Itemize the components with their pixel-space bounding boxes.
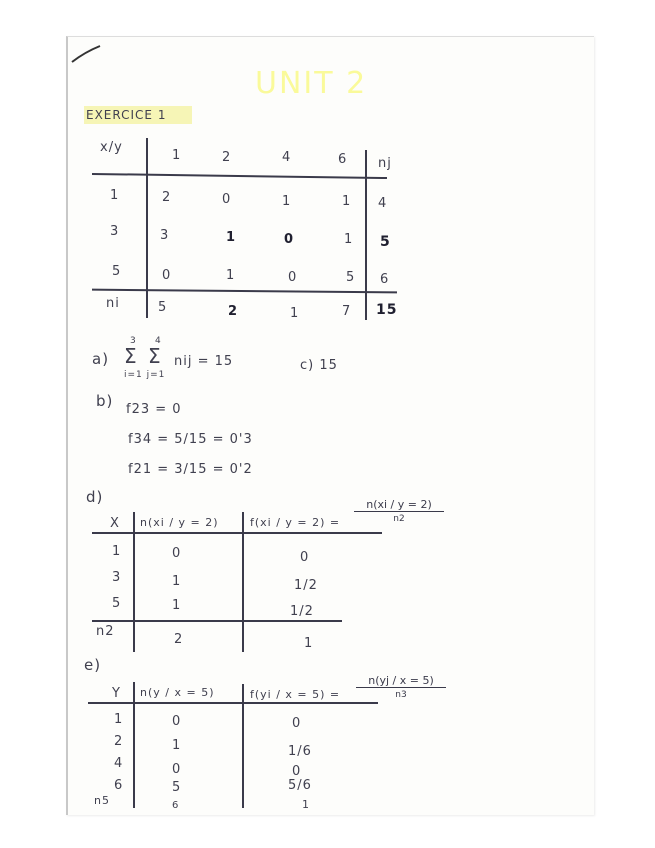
- ni-value: 2: [228, 304, 239, 319]
- table-cell: 1: [172, 574, 182, 589]
- table-cell: 0: [288, 270, 298, 285]
- table-cell: 4: [114, 756, 124, 771]
- table-cell: 5: [172, 780, 182, 795]
- table-cell: 5: [112, 596, 122, 611]
- ni-value: 5: [158, 300, 168, 315]
- part-d-label: d): [86, 488, 104, 506]
- table-cell: 0: [172, 714, 182, 729]
- table-vertical-rule: [133, 682, 135, 808]
- table-cell: 1: [302, 798, 310, 811]
- part-a-label: a): [92, 350, 110, 368]
- table-cell: 5: [346, 270, 356, 285]
- table-cell: 1: [172, 738, 182, 753]
- column-header: 2: [222, 150, 232, 165]
- table-cell: 1: [112, 544, 122, 559]
- column-header: n(xi / y = 2): [140, 516, 219, 529]
- nj-value: 4: [378, 196, 388, 211]
- table-cell: 0: [162, 268, 172, 283]
- row-label: 5: [112, 264, 122, 279]
- nj-value: 6: [380, 272, 390, 287]
- sum-lower-bound: i=1 j=1: [124, 370, 166, 380]
- column-header: n(y / x = 5): [140, 686, 215, 699]
- table-cell: 1: [226, 230, 237, 245]
- column-header: 6: [338, 152, 348, 167]
- sum-upper-bound: 3: [130, 336, 137, 346]
- fraction-denominator: n3: [395, 690, 407, 700]
- nj-value: 5: [380, 234, 391, 250]
- column-header: Y: [112, 686, 121, 701]
- table-cell: n2: [96, 624, 115, 639]
- ni-label: ni: [106, 296, 120, 311]
- table-cell: 6: [172, 800, 180, 811]
- table-cell: 2: [162, 190, 172, 205]
- table-cell: 1/2: [290, 604, 314, 619]
- row-label: 1: [110, 188, 120, 203]
- part-e-label: e): [84, 656, 102, 674]
- part-b-label: b): [96, 392, 114, 410]
- part-b-line: f23 = 0: [126, 402, 182, 417]
- table-cell: 5/6: [288, 778, 312, 793]
- ni-value: 7: [342, 304, 352, 319]
- table-cell: 1: [114, 712, 124, 727]
- table-corner-label: x/y: [100, 140, 123, 155]
- ni-value: 1: [290, 306, 300, 321]
- table-cell: 2: [174, 632, 184, 647]
- table-horizontal-rule: [92, 532, 382, 534]
- table-cell: 0: [300, 550, 310, 565]
- nj-header: nj: [378, 156, 392, 171]
- exercise-heading: EXERCICE 1: [86, 108, 167, 122]
- column-header: 1: [172, 148, 182, 163]
- row-label: 3: [110, 224, 120, 239]
- table-cell: 1: [342, 194, 352, 209]
- table-cell: 0: [222, 192, 232, 207]
- table-cell: 1: [172, 598, 182, 613]
- column-header: f(xi / y = 2) =: [250, 516, 341, 529]
- table-cell: 1: [226, 268, 236, 283]
- part-a-expression: nij = 15: [174, 354, 234, 369]
- table-cell: 3: [160, 228, 170, 243]
- part-b-line: f21 = 3/15 = 0'2: [128, 462, 253, 477]
- table-vertical-rule: [365, 150, 367, 320]
- table-cell: 1/2: [294, 578, 318, 593]
- column-header: X: [110, 516, 120, 531]
- table-cell: 0: [292, 716, 302, 731]
- column-header: 4: [282, 150, 292, 165]
- table-cell: 0: [172, 762, 182, 777]
- grand-total: 15: [376, 302, 398, 318]
- sum-upper-bound: 4: [155, 336, 162, 346]
- table-cell: 0: [284, 232, 295, 247]
- table-horizontal-rule: [92, 620, 342, 622]
- table-cell: 1: [304, 636, 314, 651]
- part-c-answer: c) 15: [300, 358, 338, 373]
- table-vertical-rule: [146, 138, 148, 318]
- part-b-line: f34 = 5/15 = 0'3: [128, 432, 253, 447]
- page-title: UNIT 2: [255, 66, 368, 101]
- table-horizontal-rule: [88, 702, 378, 704]
- table-cell: 6: [114, 778, 124, 793]
- column-header: f(yi / x = 5) =: [250, 688, 341, 701]
- table-cell: 0: [172, 546, 182, 561]
- table-cell: 1: [344, 232, 354, 247]
- fraction-numerator: n(xi / y = 2): [354, 498, 444, 512]
- table-cell: 1: [282, 194, 292, 209]
- sigma-symbol: Σ: [148, 344, 162, 368]
- table-cell: 3: [112, 570, 122, 585]
- table-cell: 0: [292, 764, 302, 779]
- sigma-symbol: Σ: [124, 344, 138, 368]
- table-cell: 1/6: [288, 744, 312, 759]
- table-cell: n5: [94, 794, 110, 807]
- fraction-numerator: n(yj / x = 5): [356, 674, 446, 688]
- table-cell: 2: [114, 734, 124, 749]
- fraction-denominator: n2: [393, 514, 405, 524]
